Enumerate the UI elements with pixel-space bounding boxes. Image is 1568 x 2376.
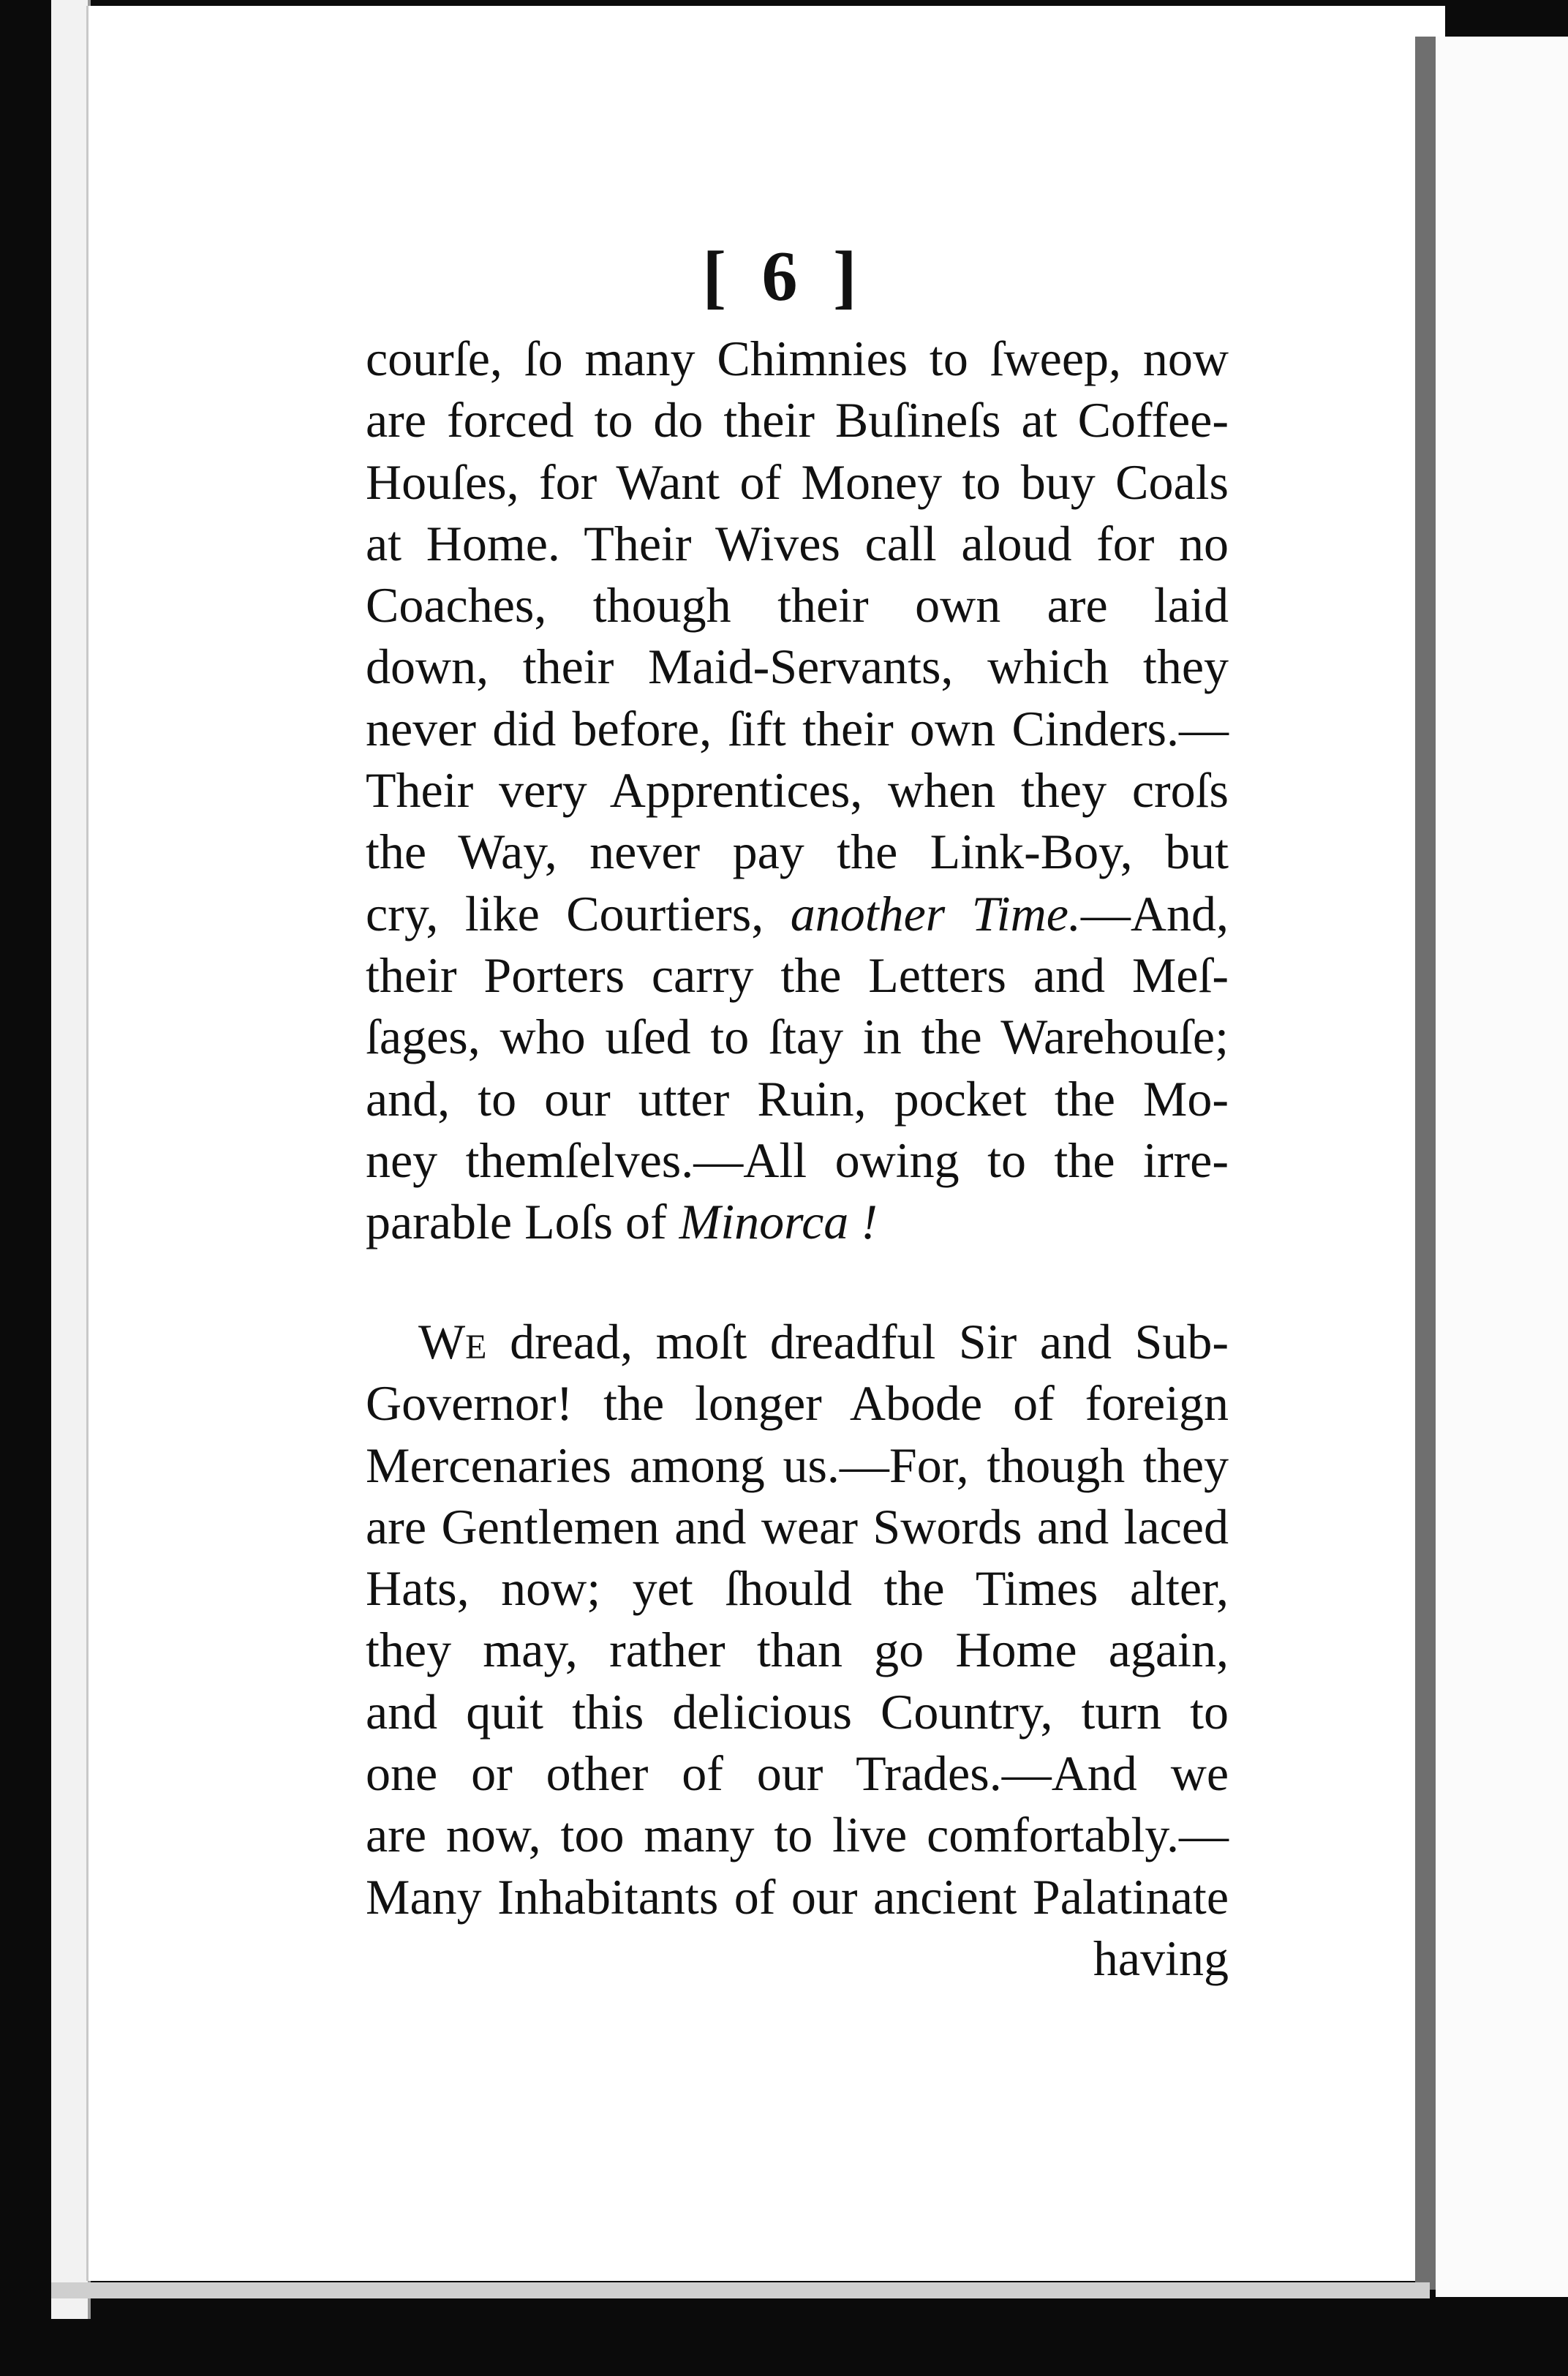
page-number: [ 6 ] <box>702 237 866 316</box>
text-line: their Porters carry the Letters and Meſ- <box>366 947 1229 1003</box>
text-line: ney themſelves.—All owing to the irre- <box>366 1132 1229 1188</box>
text-line: never did before, ſift their own Cinders.— <box>366 700 1229 756</box>
right-leaf <box>1436 37 1568 2297</box>
text-fragment: dread, moſt dreadful Sir and Sub- <box>510 1314 1229 1369</box>
text-line: Mercenaries among us.—For, though they <box>366 1437 1229 1493</box>
catchword: having <box>1093 1930 1229 1986</box>
text-line: Many Inhabitants of our ancient Palatinate <box>366 1868 1229 1925</box>
text-line: and quit this delicious Country, turn to <box>366 1683 1229 1740</box>
text-line: Governor! the longer Abode of foreign <box>366 1375 1229 1432</box>
text-line: are forced to do their Buſineſs at Coffee- <box>366 392 1229 448</box>
text-line: Hats, now; yet ſhould the Times alter, <box>366 1560 1229 1617</box>
paragraph-2 <box>366 1311 1229 1989</box>
text-line: are Gentlemen and wear Swords and laced <box>366 1498 1229 1554</box>
text-line: at Home. Their Wives call aloud for no <box>366 515 1229 571</box>
bottom-page-edge <box>51 2282 1430 2298</box>
text-fragment: parable Loſs of <box>366 1194 667 1250</box>
text-line: the Way, never pay the Link-Boy, but <box>366 824 1229 880</box>
left-page-edge <box>51 0 91 2319</box>
text-line-mixed <box>366 1191 1229 1252</box>
text-line: are now, too many to live comfortably.— <box>366 1807 1229 1863</box>
text-fragment: —And, <box>1080 885 1229 941</box>
text-line: Houſes, for Want of Money to buy Coals <box>366 454 1229 510</box>
text-line: they may, rather than go Home again, <box>366 1622 1229 1678</box>
italic-fragment: another Time. <box>790 885 1081 941</box>
text-fragment: cry, like Courtiers, <box>366 885 764 941</box>
text-line-mixed <box>366 883 1229 944</box>
text-line: courſe, ſo many Chimnies to ſweep, now <box>366 331 1229 386</box>
italic-fragment: Minorca ! <box>679 1194 878 1250</box>
text-line: one or other of our Trades.—And we <box>366 1745 1229 1802</box>
smallcaps-lead: We <box>418 1314 487 1369</box>
text-line: ſages, who uſed to ſtay in the Warehouſe; <box>366 1009 1229 1065</box>
paragraph-1 <box>366 328 1229 1252</box>
text-line: down, their Maid-Servants, which they <box>366 639 1229 695</box>
text-line: and, to our utter Ruin, pocket the Mo- <box>366 1070 1229 1127</box>
text-line-mixed <box>366 1311 1229 1372</box>
right-leaf-edge <box>1415 37 1436 2290</box>
text-line: Their very Apprentices, when they croſs <box>366 762 1229 819</box>
text-line: Coaches, though their own are laid <box>366 577 1229 634</box>
